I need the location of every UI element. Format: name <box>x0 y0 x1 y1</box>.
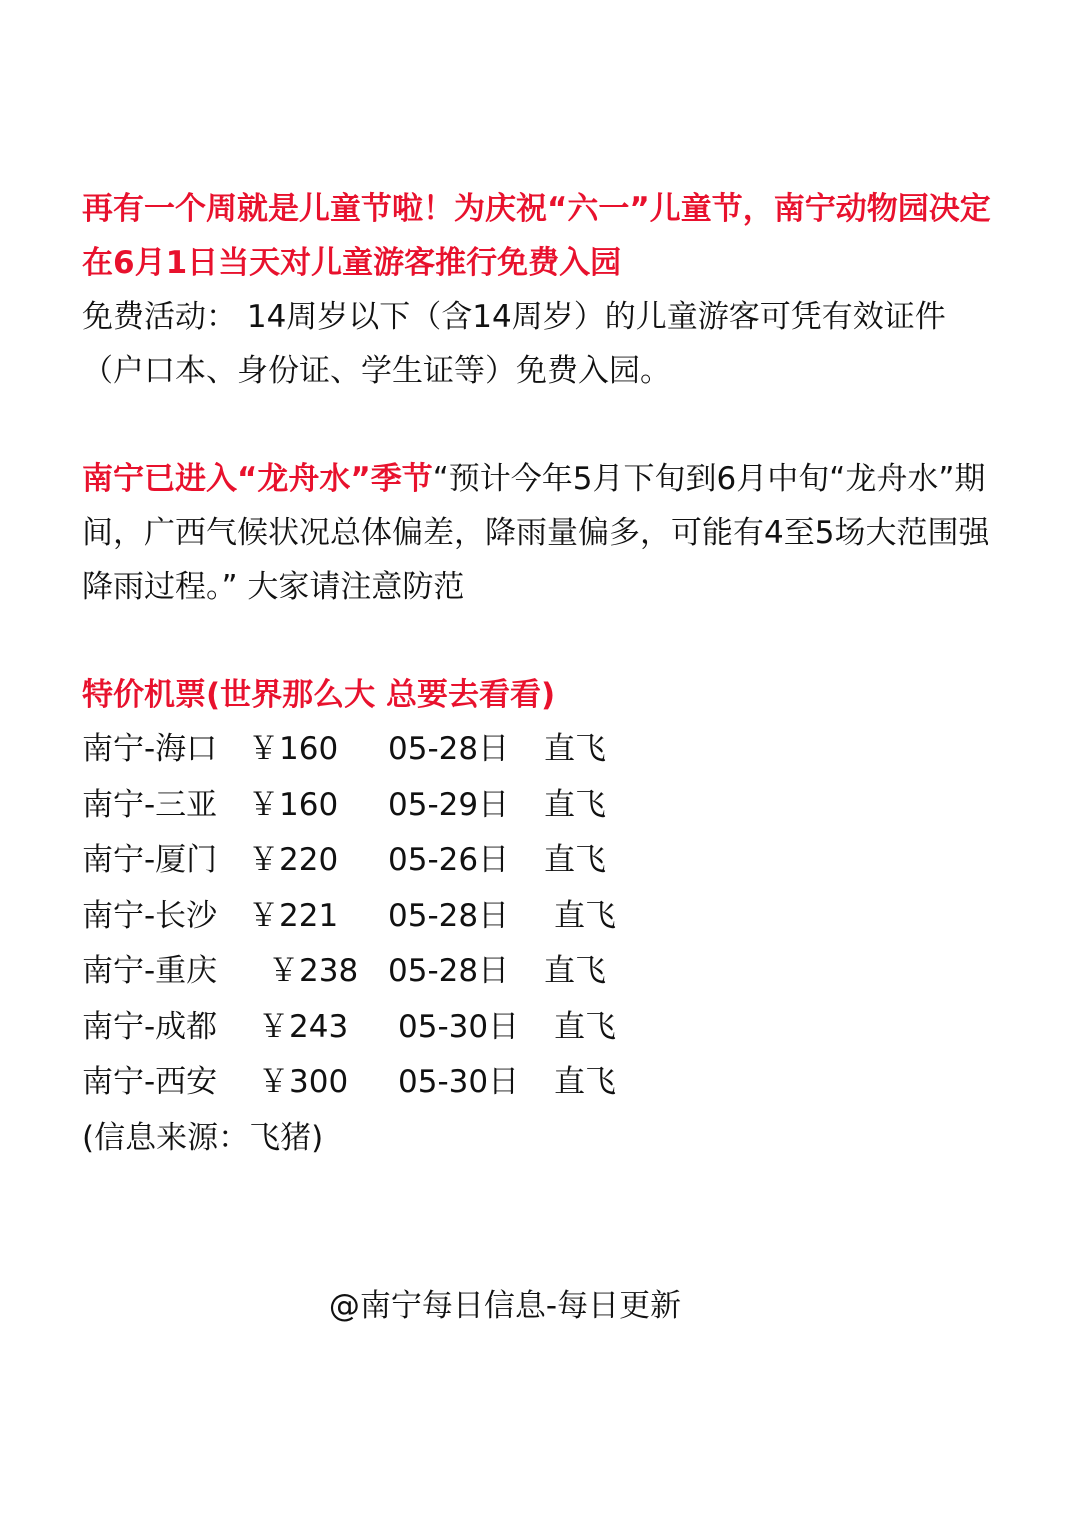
flight-date: 05-26日 <box>388 842 510 878</box>
flight-price: ￥160 <box>248 731 339 767</box>
flight-price: ￥300 <box>258 1064 349 1100</box>
weather-headline: 南宁已进入“龙舟水”季节 <box>82 461 433 497</box>
flight-date: 05-30日 <box>398 1064 520 1100</box>
article <box>82 182 1002 1165</box>
footer-credit: @南宁每日信息-每日更新 <box>328 1288 682 1324</box>
flight-route: 南宁-厦门 <box>82 842 218 878</box>
flight-row <box>82 944 1002 1000</box>
flights-list <box>82 722 1002 1111</box>
flight-type: 直飞 <box>544 953 606 989</box>
flight-route: 南宁-西安 <box>82 1064 218 1100</box>
children-day-section <box>82 182 1002 398</box>
flight-row <box>82 889 1002 945</box>
flight-route: 南宁-重庆 <box>82 953 218 989</box>
flight-row <box>82 778 1002 834</box>
flight-type: 直飞 <box>554 1064 616 1100</box>
flight-date: 05-28日 <box>388 731 510 767</box>
flight-price: ￥221 <box>248 897 339 934</box>
weather-section <box>82 452 1002 614</box>
flight-route: 南宁-成都 <box>82 1008 218 1045</box>
flight-row <box>82 1000 1002 1056</box>
flight-route: 南宁-长沙 <box>82 897 218 934</box>
flight-type: 直飞 <box>544 786 606 823</box>
flights-source: (信息来源：飞猪) <box>82 1119 324 1156</box>
flight-row <box>82 722 1002 778</box>
flight-type: 直飞 <box>554 897 616 934</box>
flight-route: 南宁-海口 <box>82 731 218 767</box>
flight-route: 南宁-三亚 <box>82 786 218 823</box>
spacer <box>82 398 1002 452</box>
flight-type: 直飞 <box>544 731 606 767</box>
children-day-headline: 再有一个周就是儿童节啦！为庆祝“六一”儿童节，南宁动物园决定在6月1日当天对儿童游客推行免费入园 <box>82 191 991 281</box>
flight-row <box>82 1055 1002 1111</box>
flight-date: 05-30日 <box>398 1008 520 1045</box>
flights-headline: 特价机票(世界那么大 总要去看看) <box>82 677 556 713</box>
flight-type: 直飞 <box>554 1008 616 1045</box>
flight-date: 05-28日 <box>388 897 510 934</box>
flight-row <box>82 833 1002 889</box>
flight-date: 05-28日 <box>388 953 510 989</box>
flight-price: ￥243 <box>258 1008 349 1045</box>
flight-price: ￥220 <box>248 842 339 878</box>
spacer <box>82 614 1002 668</box>
weather-detail: “预计今年5月下旬到6月中旬“龙舟水”期间，广西气候状况总体偏差，降雨量偏多，可能有4至5场大范围强降雨过程。” 大家请注意防范 <box>82 461 990 605</box>
flight-type: 直飞 <box>544 842 606 878</box>
children-day-detail: 免费活动： 14周岁以下（含14周岁）的儿童游客可凭有效证件（户口本、身份证、学生证等）免费入园。 <box>82 299 946 389</box>
flight-date: 05-29日 <box>388 786 510 823</box>
flight-price: ￥160 <box>248 786 339 823</box>
flight-price: ￥238 <box>268 953 359 989</box>
